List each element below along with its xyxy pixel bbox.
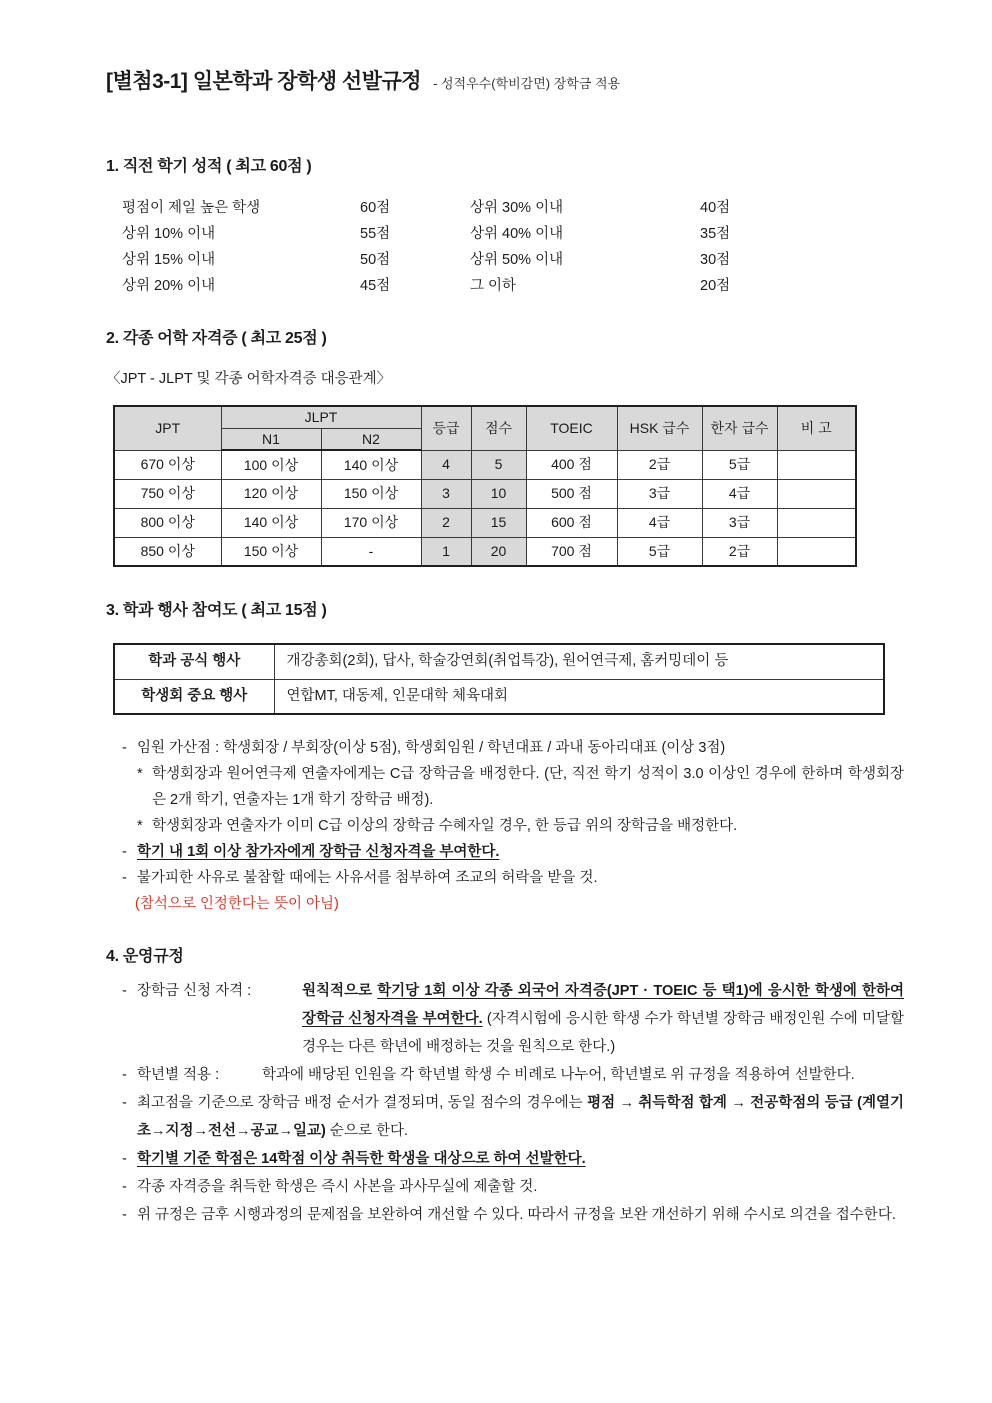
certificate-table (113, 405, 857, 567)
star-marker: * (137, 766, 143, 783)
cell-hsk: 2급 (617, 450, 702, 479)
note-bonus-points: - 임원 가산점 : 학생회장 / 부회장(이상 5점), 학생회임원 / 학년대표 / 과내 동아리대표 (이상 3점) (122, 735, 904, 761)
col-header-n1: N1 (221, 428, 321, 450)
score-label: 상위 10% 이내 (122, 225, 216, 242)
table-row (114, 450, 856, 479)
cell-jpt: 850 이상 (114, 537, 221, 566)
cell-toeic: 400 점 (526, 450, 617, 479)
col-header-grade: 등급 (421, 406, 471, 450)
event-list: 개강총회(2회), 답사, 학술강연회(취업특강), 원어연극제, 홈커밍데이 등 (274, 644, 884, 679)
table-header-row (114, 406, 856, 428)
event-list: 연합MT, 대동제, 인문대학 체육대회 (274, 679, 884, 714)
note-c-grade-assignment: * 학생회장과 원어연극제 연출자에게는 C급 장학금을 배정한다. (단, 직전 학기 성적이 3.0 이상인 경우에 한하며 학생회장은 2개 학기, 연출자는 1개 학기 장학금 배정). (137, 761, 904, 813)
note-participation-requirement: - 학기 내 1회 이상 참가자에게 장학금 신청자격을 부여한다. (122, 839, 904, 865)
title-row (106, 64, 904, 101)
score-value: 45점 (360, 277, 391, 294)
dash-marker: - (122, 740, 127, 757)
score-value: 30점 (700, 251, 731, 268)
col-header-n2: N2 (321, 428, 421, 450)
cell-toeic: 600 점 (526, 508, 617, 537)
cell-score: 5 (471, 450, 526, 479)
document-title: [별첨3-1] 일본학과 장학생 선발규정 (106, 70, 422, 93)
col-header-hsk: HSK 급수 (617, 406, 702, 450)
cell-hanja: 5급 (702, 450, 777, 479)
cell-jpt: 800 이상 (114, 508, 221, 537)
cell-n2: - (321, 537, 421, 566)
score-value: 35점 (700, 225, 731, 242)
rule-submit-certificate-copy: - 각종 자격증을 취득한 학생은 즉시 사본을 과사무실에 제출할 것. (122, 1173, 904, 1201)
cell-n1: 100 이상 (221, 450, 321, 479)
score-value: 20점 (700, 277, 731, 294)
cell-hanja: 3급 (702, 508, 777, 537)
score-label: 상위 40% 이내 (470, 225, 564, 242)
score-value: 40점 (700, 199, 731, 216)
section2-heading: 2. 각종 어학 자격증 ( 최고 25점 ) (106, 329, 327, 347)
rule-grade-level-application: - 학년별 적용 : 학과에 배당된 인원을 각 학년별 학생 수 비례로 나누어, 학년별로 위 규정을 적용하여 선발한다. (122, 1061, 904, 1089)
cell-toeic: 700 점 (526, 537, 617, 566)
col-header-note: 비 고 (777, 406, 856, 450)
cell-score: 20 (471, 537, 526, 566)
score-label: 그 이하 (470, 277, 517, 294)
col-header-hanja: 한자 급수 (702, 406, 777, 450)
rule-future-improvement: - 위 규정은 금후 시행과정의 문제점을 보완하여 개선할 수 있다. 따라서 규정을 보완 개선하기 위해 수시로 의견을 접수한다. (122, 1201, 904, 1229)
cell-hanja: 4급 (702, 479, 777, 508)
score-label: 평점이 제일 높은 학생 (122, 199, 261, 216)
events-table (113, 643, 885, 715)
cell-note (777, 479, 856, 508)
section-operating-rules (106, 943, 904, 1229)
rule-ranking-tiebreaker: - 최고점을 기준으로 장학금 배정 순서가 결정되며, 동일 점수의 경우에는 평점 → 취득학점 합계 → 전공학점의 등급 (계열기초→지정→전선→공교→일교) 순으로 한다. (122, 1089, 904, 1145)
dash-marker: - (122, 1179, 127, 1196)
section-language-certificates (106, 325, 904, 567)
cell-hsk: 5급 (617, 537, 702, 566)
dash-marker: - (122, 983, 127, 1000)
cell-toeic: 500 점 (526, 479, 617, 508)
cell-score: 15 (471, 508, 526, 537)
dash-marker: - (122, 1151, 127, 1168)
score-value: 55점 (360, 225, 391, 242)
cell-note (777, 508, 856, 537)
cell-grade: 2 (421, 508, 471, 537)
cell-grade: 4 (421, 450, 471, 479)
note-absence-rule: - 불가피한 사유로 불참할 때에는 사유서를 첨부하여 조교의 허락을 받을 것. (122, 865, 904, 891)
cell-grade: 3 (421, 479, 471, 508)
document-subtitle: - 성적우수(학비감면) 장학금 적용 (433, 76, 621, 91)
score-value: 50점 (360, 251, 391, 268)
dash-marker: - (122, 1207, 127, 1224)
rule-application-eligibility: - 장학금 신청 자격 : 원칙적으로 학기당 1회 이상 각종 외국어 자격증(JPT · TOEIC 등 택1)에 응시한 학생에 한하여 장학금 신청자격을 부여한다. (자격시험에 응시한 학생 수가 학년별 장학금 배정인원 수에 미달할 경우는 다른 학년에 배정하는 것을 원칙으로 한다.) (122, 977, 904, 1061)
section-event-participation (106, 597, 904, 917)
cell-jpt: 750 이상 (114, 479, 221, 508)
col-header-jpt: JPT (114, 406, 221, 450)
star-marker: * (137, 818, 143, 835)
cell-hsk: 3급 (617, 479, 702, 508)
section4-list (122, 977, 904, 1229)
table-row (114, 479, 856, 508)
col-header-jlpt: JLPT (221, 406, 421, 428)
score-grid (122, 195, 904, 299)
cell-score: 10 (471, 479, 526, 508)
rule-label: 장학금 신청 자격 : (137, 983, 252, 1000)
score-label: 상위 30% 이내 (470, 199, 564, 216)
score-label: 상위 15% 이내 (122, 251, 216, 268)
certificate-mapping-note: 〈JPT - JLPT 및 각종 어학자격증 대응관계〉 (106, 370, 392, 387)
cell-grade: 1 (421, 537, 471, 566)
note-higher-grade: * 학생회장과 연출자가 이미 C급 이상의 장학금 수혜자일 경우, 한 등급 위의 장학금을 배정한다. (137, 813, 904, 839)
section3-notes (122, 735, 904, 917)
cell-hanja: 2급 (702, 537, 777, 566)
table-row (114, 508, 856, 537)
note-attendance-disclaimer: (참석으로 인정한다는 뜻이 아님) (135, 896, 339, 913)
section3-heading: 3. 학과 행사 참여도 ( 최고 15점 ) (106, 602, 327, 620)
cell-n1: 140 이상 (221, 508, 321, 537)
section4-heading: 4. 운영규정 (106, 948, 184, 966)
score-label: 상위 20% 이내 (122, 277, 216, 294)
section-previous-semester-grades (106, 153, 904, 299)
cell-jpt: 670 이상 (114, 450, 221, 479)
dash-marker: - (122, 1067, 127, 1084)
table-row (114, 537, 856, 566)
cell-n2: 150 이상 (321, 479, 421, 508)
col-header-toeic: TOEIC (526, 406, 617, 450)
table-row (114, 679, 884, 714)
cell-n1: 120 이상 (221, 479, 321, 508)
table-row (114, 644, 884, 679)
cell-n2: 170 이상 (321, 508, 421, 537)
section1-heading: 1. 직전 학기 성적 ( 최고 60점 ) (106, 157, 312, 175)
rule-label: 학년별 적용 : (137, 1067, 220, 1084)
score-value: 60점 (360, 199, 391, 216)
col-header-score: 점수 (471, 406, 526, 450)
event-category: 학과 공식 행사 (114, 644, 274, 679)
dash-marker: - (122, 1095, 127, 1112)
dash-marker: - (122, 844, 127, 861)
cell-n2: 140 이상 (321, 450, 421, 479)
dash-marker: - (122, 870, 127, 887)
cell-hsk: 4급 (617, 508, 702, 537)
score-label: 상위 50% 이내 (470, 251, 564, 268)
rule-minimum-credits: - 학기별 기준 학점은 14학점 이상 취득한 학생을 대상으로 하여 선발한다. (122, 1145, 904, 1173)
cell-note (777, 537, 856, 566)
cell-n1: 150 이상 (221, 537, 321, 566)
event-category: 학생회 중요 행사 (114, 679, 274, 714)
cell-note (777, 450, 856, 479)
